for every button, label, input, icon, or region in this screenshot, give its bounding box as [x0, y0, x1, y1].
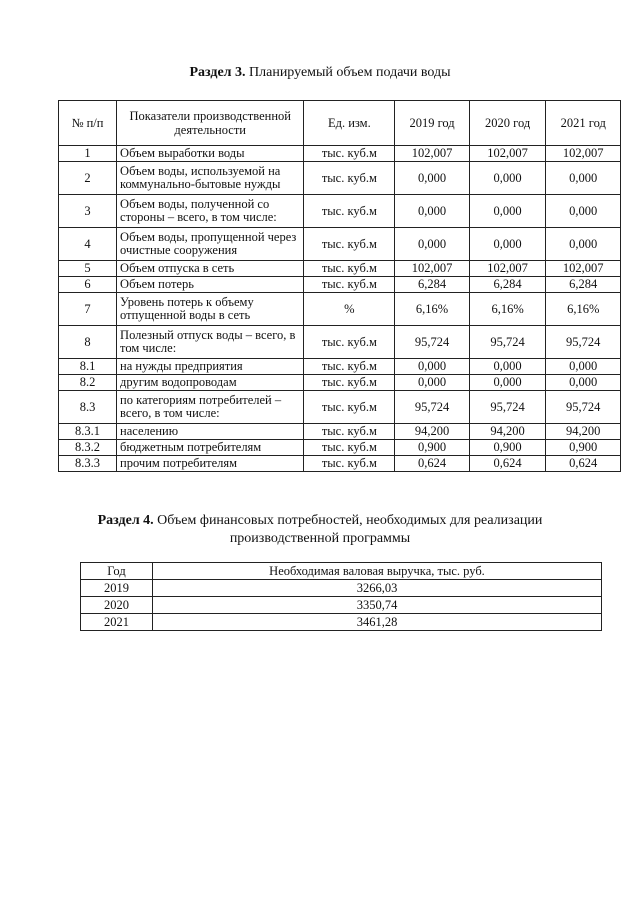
table-row	[59, 277, 621, 293]
row-unit: тыс. куб.м	[304, 261, 395, 277]
row-revenue: 3350,74	[153, 597, 602, 614]
section3-title-text: Планируемый объем подачи воды	[245, 65, 451, 80]
row-value-2019: 102,007	[395, 261, 469, 277]
section4-title	[0, 512, 640, 548]
header-indicator: Показатели производственной деятельности	[117, 101, 304, 146]
header-revenue: Необходимая валовая выручка, тыс. руб.	[153, 563, 602, 580]
row-indicator: прочим потребителям	[117, 456, 304, 472]
row-unit: тыс. куб.м	[304, 195, 395, 228]
row-value-2020: 0,900	[469, 440, 546, 456]
header-2021: 2021 год	[546, 101, 621, 146]
row-num: 5	[59, 261, 117, 277]
header-year: Год	[81, 563, 153, 580]
row-value-2019: 0,624	[395, 456, 469, 472]
row-value-2020: 102,007	[469, 261, 546, 277]
row-indicator: Полезный отпуск воды – всего, в том числе:	[117, 326, 304, 359]
row-indicator: Объем воды, пропущенной через очистные сооружения	[117, 228, 304, 261]
row-value-2021: 0,624	[546, 456, 621, 472]
row-indicator: другим водопроводам	[117, 375, 304, 391]
row-value-2019: 94,200	[395, 424, 469, 440]
row-value-2019: 0,000	[395, 375, 469, 391]
row-indicator: по категориям потребителей – всего, в том числе:	[117, 391, 304, 424]
table-row	[59, 293, 621, 326]
header-2019: 2019 год	[395, 101, 469, 146]
row-unit: тыс. куб.м	[304, 162, 395, 195]
table-row	[59, 326, 621, 359]
row-value-2020: 0,000	[469, 359, 546, 375]
row-unit: тыс. куб.м	[304, 326, 395, 359]
row-num: 1	[59, 146, 117, 162]
row-value-2020: 0,000	[469, 195, 546, 228]
table-row	[59, 228, 621, 261]
row-value-2020: 6,16%	[469, 293, 546, 326]
row-unit: тыс. куб.м	[304, 391, 395, 424]
row-value-2019: 0,900	[395, 440, 469, 456]
row-indicator: на нужды предприятия	[117, 359, 304, 375]
row-unit: тыс. куб.м	[304, 228, 395, 261]
row-indicator: Объем потерь	[117, 277, 304, 293]
header-unit: Ед. изм.	[304, 101, 395, 146]
row-value-2019: 6,284	[395, 277, 469, 293]
row-value-2021: 6,16%	[546, 293, 621, 326]
row-unit: тыс. куб.м	[304, 456, 395, 472]
row-num: 7	[59, 293, 117, 326]
row-value-2021: 0,000	[546, 375, 621, 391]
row-year: 2020	[81, 597, 153, 614]
row-indicator: Объем воды, полученной со стороны – всего, в том числе:	[117, 195, 304, 228]
row-value-2019: 95,724	[395, 326, 469, 359]
row-indicator: Объем отпуска в сеть	[117, 261, 304, 277]
row-num: 8	[59, 326, 117, 359]
row-num: 8.2	[59, 375, 117, 391]
row-value-2021: 0,900	[546, 440, 621, 456]
production-table-body	[59, 146, 621, 472]
table-row	[59, 440, 621, 456]
table-row	[59, 375, 621, 391]
row-value-2021: 6,284	[546, 277, 621, 293]
table-row	[59, 359, 621, 375]
row-value-2020: 6,284	[469, 277, 546, 293]
row-indicator: бюджетным потребителям	[117, 440, 304, 456]
row-unit: тыс. куб.м	[304, 375, 395, 391]
row-value-2020: 0,000	[469, 162, 546, 195]
row-unit: тыс. куб.м	[304, 440, 395, 456]
row-value-2019: 0,000	[395, 162, 469, 195]
row-value-2020: 102,007	[469, 146, 546, 162]
row-value-2020: 95,724	[469, 391, 546, 424]
row-num: 8.3.3	[59, 456, 117, 472]
row-unit: тыс. куб.м	[304, 277, 395, 293]
row-revenue: 3461,28	[153, 614, 602, 631]
table-row	[81, 614, 602, 631]
row-value-2021: 95,724	[546, 326, 621, 359]
finance-table	[80, 562, 602, 631]
row-value-2021: 102,007	[546, 261, 621, 277]
row-unit: %	[304, 293, 395, 326]
table-row	[59, 146, 621, 162]
section4-title-bold: Раздел 4.	[97, 513, 154, 528]
section4-title-line2: производственной программы	[229, 531, 411, 546]
row-value-2019: 6,16%	[395, 293, 469, 326]
production-table	[58, 100, 621, 472]
row-indicator: Объем воды, используемой на коммунально-бытовые нужды	[117, 162, 304, 195]
row-num: 8.3	[59, 391, 117, 424]
row-value-2020: 94,200	[469, 424, 546, 440]
row-value-2021: 0,000	[546, 195, 621, 228]
table-row	[59, 261, 621, 277]
production-table-header	[59, 101, 621, 146]
row-indicator: населению	[117, 424, 304, 440]
table-row	[59, 456, 621, 472]
row-value-2021: 0,000	[546, 162, 621, 195]
table-row	[81, 597, 602, 614]
table-row	[81, 580, 602, 597]
section4-title-text: Объем финансовых потребностей, необходимых для реализации	[153, 513, 543, 528]
row-value-2020: 0,000	[469, 375, 546, 391]
row-num: 3	[59, 195, 117, 228]
table-row	[59, 195, 621, 228]
row-year: 2019	[81, 580, 153, 597]
row-num: 4	[59, 228, 117, 261]
row-unit: тыс. куб.м	[304, 359, 395, 375]
row-num: 6	[59, 277, 117, 293]
section3-title-bold: Раздел 3.	[189, 65, 246, 80]
row-value-2020: 95,724	[469, 326, 546, 359]
row-value-2020: 0,000	[469, 228, 546, 261]
row-value-2021: 102,007	[546, 146, 621, 162]
row-value-2020: 0,624	[469, 456, 546, 472]
row-revenue: 3266,03	[153, 580, 602, 597]
row-num: 2	[59, 162, 117, 195]
row-value-2021: 0,000	[546, 228, 621, 261]
row-indicator: Объем выработки воды	[117, 146, 304, 162]
section3-title	[0, 64, 640, 82]
section4-title-line1	[0, 512, 640, 530]
row-value-2019: 95,724	[395, 391, 469, 424]
row-value-2019: 0,000	[395, 195, 469, 228]
table-row	[59, 391, 621, 424]
row-value-2019: 0,000	[395, 359, 469, 375]
finance-table-body	[81, 580, 602, 631]
table-row	[59, 162, 621, 195]
row-num: 8.3.1	[59, 424, 117, 440]
header-2020: 2020 год	[469, 101, 546, 146]
row-value-2019: 102,007	[395, 146, 469, 162]
row-num: 8.3.2	[59, 440, 117, 456]
row-value-2021: 0,000	[546, 359, 621, 375]
row-value-2019: 0,000	[395, 228, 469, 261]
finance-table-header	[81, 563, 602, 580]
row-value-2021: 95,724	[546, 391, 621, 424]
row-value-2021: 94,200	[546, 424, 621, 440]
row-unit: тыс. куб.м	[304, 424, 395, 440]
row-year: 2021	[81, 614, 153, 631]
row-unit: тыс. куб.м	[304, 146, 395, 162]
table-row	[59, 424, 621, 440]
row-indicator: Уровень потерь к объему отпущенной воды в сеть	[117, 293, 304, 326]
header-num: № п/п	[59, 101, 117, 146]
row-num: 8.1	[59, 359, 117, 375]
